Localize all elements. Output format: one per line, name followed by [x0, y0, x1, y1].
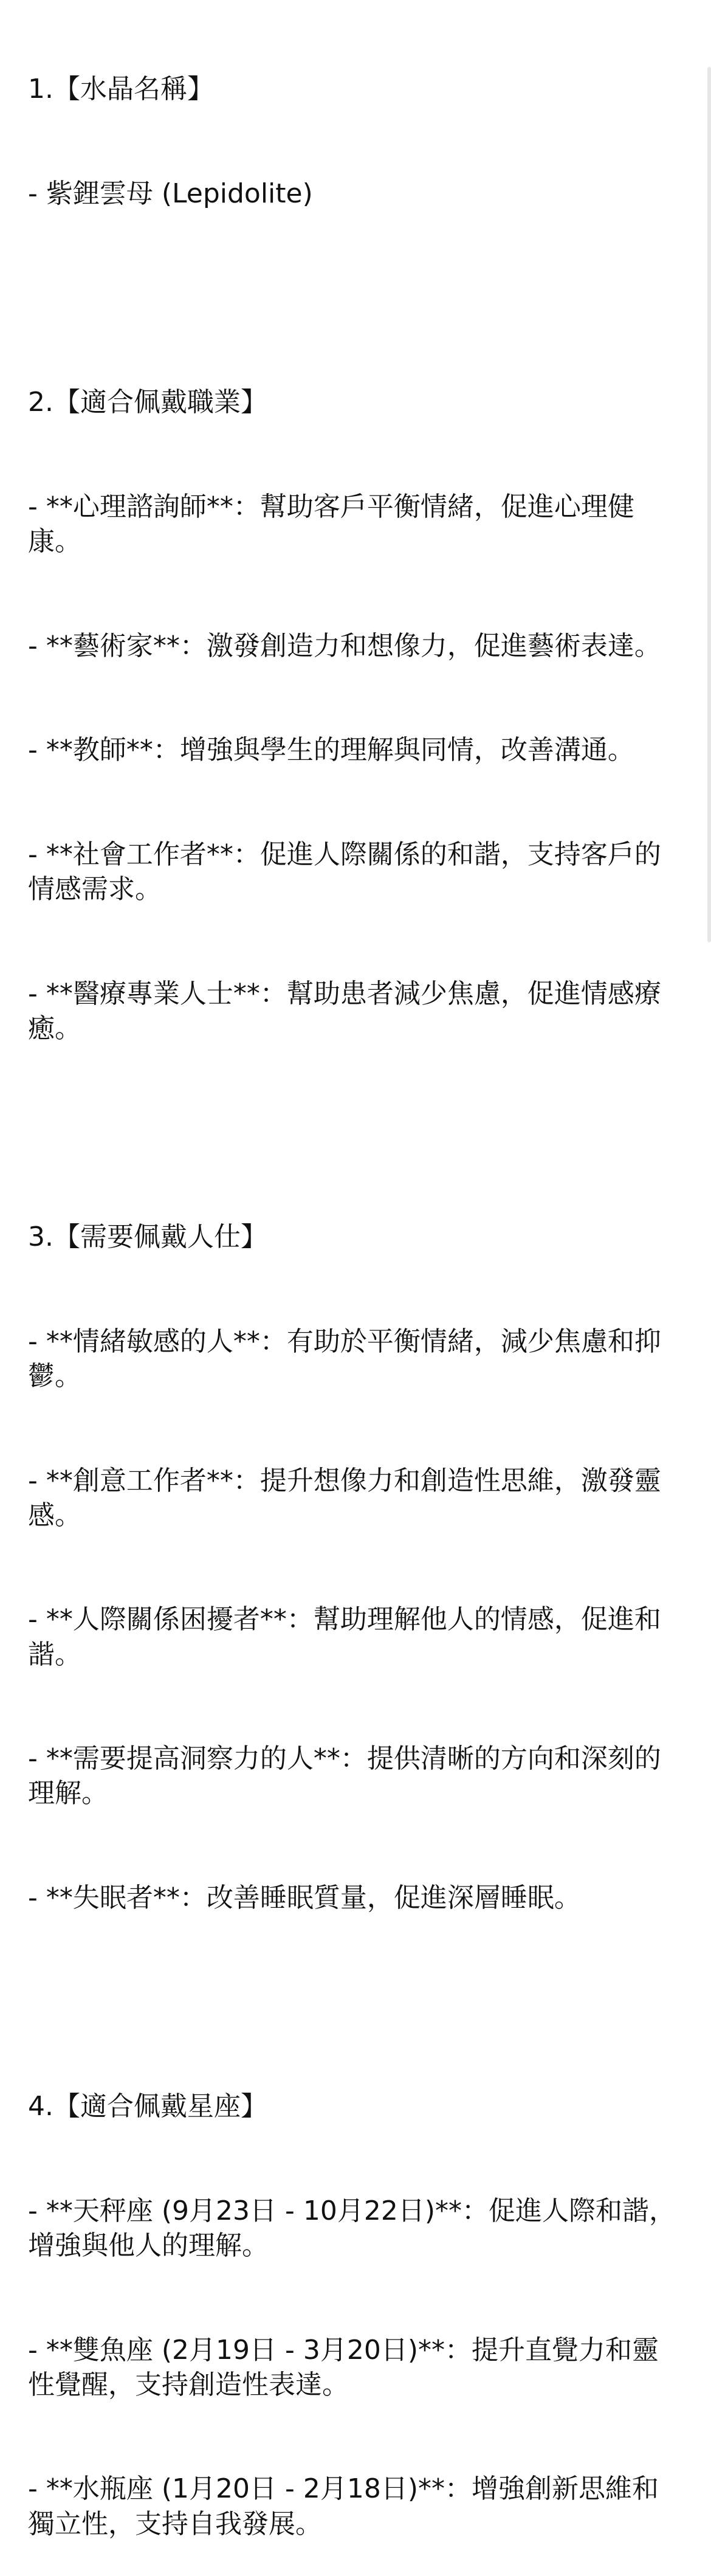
zodiac-item: - **水瓶座 (1月20日 - 2月18日)**：增強創新思維和獨立性，支持自我發展。 [28, 2473, 659, 2540]
occupation-item: - **教師**：增強與學生的理解與同情，改善溝通。 [28, 734, 634, 766]
zodiac-item: - **天秤座 (9月23日 - 10月22日)**：促進人際和諧，增強與他人的理解。 [28, 2195, 676, 2261]
zodiac-item: - **雙魚座 (2月19日 - 3月20日)**：提升直覺力和靈性覺醒，支持創造性表達。 [28, 2334, 659, 2400]
blank-line [28, 1985, 684, 2020]
occupation-item: - **社會工作者**：促進人際關係的和諧，支持客戶的情感需求。 [28, 838, 661, 905]
section-1-heading: 1.【水晶名稱】 [28, 74, 214, 105]
wearer-item: - **需要提高洞察力的人**：提供清晰的方向和深刻的理解。 [28, 1743, 661, 1809]
wearer-item: - **人際關係困擾者**：幫助理解他人的情感，促進和諧。 [28, 1604, 661, 1670]
wearer-item: - **情緒敏感的人**：有助於平衡情緒，減少焦慮和抑鬱。 [28, 1325, 661, 1392]
section-3-heading: 3.【需要佩戴人仕】 [28, 1221, 267, 1253]
occupation-item: - **藝術家**：激發創造力和想像力，促進藝術表達。 [28, 630, 661, 661]
section-4-heading: 4.【適合佩戴星座】 [28, 2091, 267, 2122]
crystal-name: - 紫鋰雲母 (Lepidolite) [28, 178, 313, 210]
occupation-item: - **心理諮詢師**：幫助客戶平衡情緒，促進心理健康。 [28, 491, 634, 558]
blank-line [28, 281, 684, 316]
wearer-item: - **創意工作者**：提升想像力和創造性思維，激發靈感。 [28, 1465, 661, 1531]
note-text-body [28, 2, 684, 2576]
blank-line [28, 1115, 684, 1150]
scrollbar[interactable] [707, 67, 711, 942]
section-2-heading: 2.【適合佩戴職業】 [28, 387, 267, 418]
occupation-item: - **醫療專業人士**：幫助患者減少焦慮，促進情感療癒。 [28, 978, 661, 1044]
wearer-item: - **失眠者**：改善睡眠質量，促進深層睡眠。 [28, 1882, 581, 1913]
